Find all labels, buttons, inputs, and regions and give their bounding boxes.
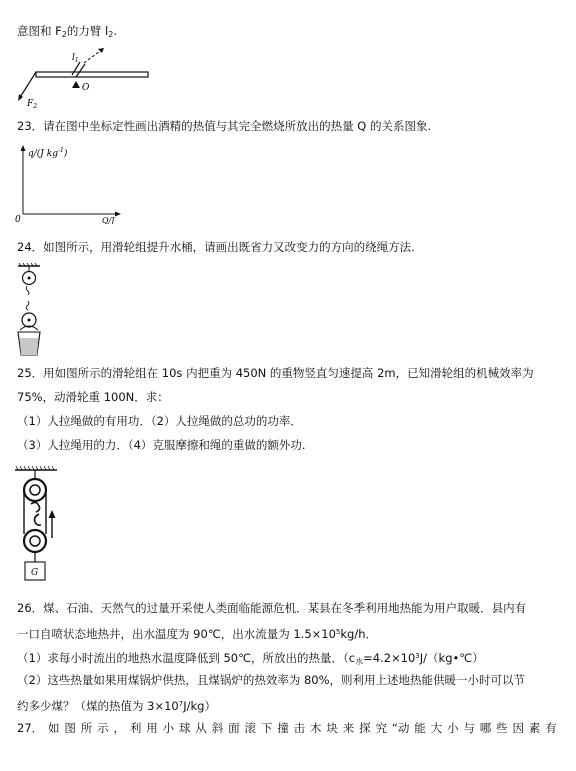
- q27-word: 撞: [277, 721, 289, 735]
- question-27: [17, 721, 557, 736]
- q27-word: 图: [64, 721, 76, 735]
- top-line-text-mid: 的力臂 l: [66, 24, 109, 38]
- hook-top: [26, 286, 29, 295]
- q27-word: 木: [310, 721, 322, 735]
- q26-line2-text: 一口自喷状态地热井，出水温度为 90℃，出水流量为 1.5×10: [17, 627, 336, 641]
- question-25-line3: （1）人拉绳做的有用功．（2）人拉绳做的总功的功率．: [17, 414, 302, 428]
- y-axis-label: q/(J $kg^{-1}$): [28, 147, 68, 159]
- q27-word: 块: [326, 721, 338, 735]
- question-26-line2: [17, 625, 377, 642]
- q27-word: 小: [446, 721, 459, 735]
- bucket-water: [20, 338, 39, 355]
- q27-word: 从: [195, 721, 207, 735]
- q27-word: 击: [293, 721, 306, 735]
- q27-word: 来: [342, 721, 355, 735]
- question-25-line2: 75%，动滑轮重 100N．求：: [17, 390, 169, 404]
- lever-diagram: [14, 40, 154, 108]
- q26-line3-sup: 3: [415, 652, 420, 660]
- movable-pulley-inner: [30, 536, 40, 546]
- q26-line5-text: 约多少煤？（煤的热值为 3×10: [17, 699, 179, 713]
- q27-word: 大: [430, 721, 443, 735]
- question-24: 24．如图所示，用滑轮组提升水桶，请画出既省力又改变力的方向的绕绳方法.: [17, 240, 415, 254]
- pulley-system-diagram: [12, 462, 72, 592]
- q27-word: 究: [375, 721, 388, 735]
- q27-word: 球: [179, 721, 191, 735]
- q27-word: 素: [528, 721, 541, 735]
- fixed-pulley-inner: [30, 485, 40, 495]
- fulcrum-triangle: [72, 81, 80, 88]
- q27-word: 能: [414, 721, 426, 735]
- q27-word: “动: [391, 721, 410, 735]
- top-line-text: 意图和 F: [17, 24, 62, 38]
- q27-word: 如: [48, 721, 60, 735]
- top-line-text-end: .: [113, 24, 117, 38]
- q27-word: 哪: [479, 721, 492, 735]
- q27-word: 探: [359, 721, 371, 735]
- label-o: O: [82, 83, 90, 93]
- question-25-line1: 25．用如图所示的滑轮组在 10s 内把重为 450N 的重物竖直匀速提高 2m，已知滑轮组的机械效率为: [17, 366, 534, 380]
- q27-word: 斜: [211, 721, 224, 735]
- force-arm-arrow: [98, 48, 104, 53]
- x-axis-label: Q/J: [102, 216, 115, 224]
- q27-word: 因: [512, 721, 524, 735]
- top-line-sub2: 2: [108, 30, 114, 39]
- q26-line5-unit: J/kg）: [183, 699, 216, 713]
- bucket-pulley-diagram: [14, 263, 48, 359]
- weight-label: G: [31, 568, 39, 578]
- q26-line3-sub: 水: [355, 657, 364, 666]
- question-26-line1: 26．煤、石油、天然气的过量开采使人类面临能源危机．某县在冬季利用地热能为用户取暖．县内有: [17, 601, 527, 615]
- fixed-pulley: [24, 479, 46, 501]
- movable-pulley: [24, 530, 46, 552]
- q27-word: 下: [260, 721, 273, 735]
- top-line-sub: 2: [61, 30, 67, 39]
- y-axis-arrow: [21, 145, 26, 151]
- q27-word: ，: [113, 721, 126, 735]
- force-f2-line: [19, 72, 36, 99]
- graph-23: [10, 142, 130, 224]
- origin-label: 0: [15, 215, 21, 224]
- label-l1: $l_1$: [72, 53, 79, 64]
- q27-word: 利: [129, 721, 142, 735]
- q27-word: 所: [80, 721, 93, 735]
- hook-bottom: [26, 301, 29, 310]
- q27-word: 有: [545, 721, 557, 735]
- q27-word: 些: [496, 721, 508, 735]
- rope-curve-1: [31, 502, 40, 512]
- q27-word: 27．: [17, 721, 44, 735]
- rope-curve-2: [35, 514, 42, 525]
- fixed-pulley-axle: [28, 277, 31, 280]
- q26-line3-text: （1）求每小时流出的地热水温度降低到 50℃，所放出的热量．（c: [17, 651, 356, 665]
- pull-arrow: [49, 510, 56, 518]
- question-26-line4: （2）这些热量如果用煤锅炉供热，且煤锅炉的热效率为 80%，则利用上述地热能供暖一小时可以节: [17, 673, 526, 687]
- q26-line2-unit: kg/h．: [340, 627, 378, 641]
- q26-line3-unit: J/（kg•℃）: [419, 651, 484, 665]
- q27-word: 面: [228, 721, 240, 735]
- x-axis-arrow: [115, 212, 121, 217]
- q27-word: 滚: [244, 721, 257, 735]
- lever-bar: [36, 72, 148, 77]
- q26-line3-mid: =4.2×10: [363, 651, 416, 665]
- q27-word: 示: [97, 721, 109, 735]
- q26-line2-sup: 5: [335, 628, 341, 636]
- q27-word: 小: [162, 721, 175, 735]
- question-26-line5: [17, 697, 216, 714]
- label-f2: $F_2$: [27, 99, 38, 108]
- question-23: 23．请在图中坐标定性画出酒精的热值与其完全燃烧所放出的热量 Q 的关系图象.: [17, 119, 432, 133]
- q27-word: 与: [463, 721, 475, 735]
- q26-line5-sup: 7: [178, 700, 184, 708]
- movable-pulley-axle: [28, 319, 31, 322]
- question-25-line4: （3）人拉绳用的力．（4）克服摩擦和绳的重做的额外功.: [17, 438, 306, 452]
- question-26-line3: [17, 649, 484, 669]
- q27-word: 用: [146, 721, 158, 735]
- force-f2-arrow: [18, 94, 23, 101]
